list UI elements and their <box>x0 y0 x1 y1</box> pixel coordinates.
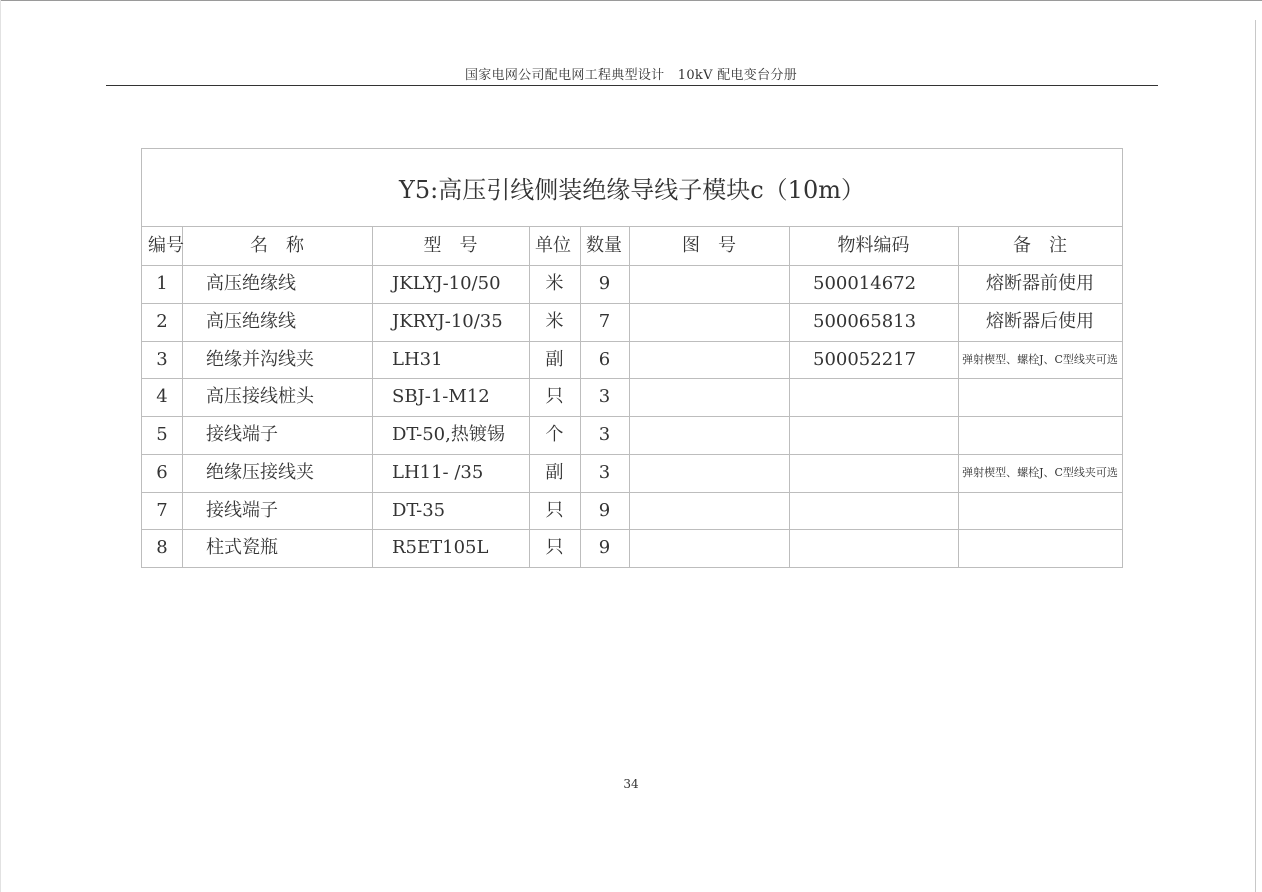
cell-model: DT-35 <box>392 499 446 521</box>
cell-name: 接线端子 <box>206 499 278 521</box>
cell-unit: 米 <box>545 273 564 294</box>
page-number: 34 <box>623 777 639 791</box>
cell-unit: 只 <box>545 537 564 559</box>
cell-no: 6 <box>156 461 168 483</box>
cell-model: R5ET105L <box>392 537 489 559</box>
header-material-code: 物料编码 <box>837 235 910 256</box>
cell-qty: 3 <box>598 424 611 445</box>
cell-drawing-no <box>629 303 789 341</box>
cell-model: JKLYJ-10/50 <box>392 273 501 294</box>
cell-unit: 副 <box>545 461 564 483</box>
cell-qty: 9 <box>598 499 611 521</box>
cell-qty: 9 <box>598 537 611 559</box>
cell-unit: 只 <box>545 499 564 521</box>
cell-qty: 7 <box>598 310 611 332</box>
cell-remark: 弹射楔型、螺栓J、C型线夹可选 <box>962 352 1118 366</box>
cell-remark: 弹射楔型、螺栓J、C型线夹可选 <box>962 465 1118 479</box>
cell-name: 绝缘压接线夹 <box>206 461 314 483</box>
column-divider <box>182 227 183 567</box>
cell-qty: 9 <box>598 273 611 294</box>
cell-model: DT-50,热镀锡 <box>392 424 505 445</box>
cell-no: 4 <box>156 386 168 408</box>
cell-no: 7 <box>156 499 168 521</box>
cell-qty: 6 <box>598 348 611 370</box>
cell-qty: 3 <box>598 386 611 408</box>
cell-name: 高压绝缘线 <box>206 310 296 332</box>
cell-unit: 只 <box>545 386 564 408</box>
cell-remark <box>958 492 1122 530</box>
cell-drawing-no <box>629 416 789 454</box>
cell-unit: 副 <box>545 348 564 370</box>
cell-material-code: 500014672 <box>813 273 917 294</box>
cell-material-code: 500065813 <box>813 310 917 332</box>
cell-model: LH31 <box>392 348 443 370</box>
cell-name: 柱式瓷瓶 <box>206 537 278 559</box>
cell-no: 2 <box>156 310 168 332</box>
page-frame-top <box>0 0 1262 1</box>
cell-drawing-no <box>629 492 789 530</box>
header-remark: 备 注 <box>1013 235 1067 256</box>
cell-model: LH11- /35 <box>392 461 484 483</box>
header-rule <box>106 85 1158 86</box>
column-divider <box>789 227 790 567</box>
header-unit: 单位 <box>535 235 571 256</box>
cell-remark <box>958 378 1122 416</box>
header-drawing-no: 图 号 <box>682 235 736 256</box>
cell-drawing-no <box>629 529 789 567</box>
cell-remark: 熔断器后使用 <box>986 310 1094 332</box>
cell-model: JKRYJ-10/35 <box>392 310 503 332</box>
cell-no: 5 <box>156 424 168 445</box>
cell-name: 高压接线桩头 <box>206 386 314 408</box>
header-no: 编号 <box>148 235 184 256</box>
cell-no: 1 <box>156 273 168 294</box>
page-frame-right <box>1255 20 1256 892</box>
cell-drawing-no <box>629 454 789 492</box>
cell-remark <box>958 529 1122 567</box>
page-frame-left <box>0 0 1 892</box>
column-divider <box>372 227 373 567</box>
cell-drawing-no <box>629 265 789 303</box>
cell-no: 8 <box>156 537 168 559</box>
header-name: 名 称 <box>250 235 304 256</box>
cell-name: 绝缘并沟线夹 <box>206 348 314 370</box>
material-table <box>141 148 1123 568</box>
cell-remark: 熔断器前使用 <box>986 273 1094 294</box>
cell-name: 高压绝缘线 <box>206 273 296 294</box>
cell-material-code: 500052217 <box>813 348 917 370</box>
cell-unit: 米 <box>545 310 564 332</box>
document-header: 国家电网公司配电网工程典型设计 10kV 配电变台分册 <box>464 68 798 83</box>
table-title: Y5:高压引线侧装绝缘导线子模块c（10m） <box>142 149 1122 227</box>
cell-no: 3 <box>156 348 168 370</box>
cell-unit: 个 <box>545 424 564 445</box>
cell-qty: 3 <box>598 461 611 483</box>
header-model: 型 号 <box>423 235 478 256</box>
cell-drawing-no <box>629 378 789 416</box>
cell-model: SBJ-1-M12 <box>392 386 490 408</box>
cell-name: 接线端子 <box>206 424 278 445</box>
cell-remark <box>958 416 1122 454</box>
header-qty: 数量 <box>586 235 622 256</box>
cell-drawing-no <box>629 341 789 379</box>
